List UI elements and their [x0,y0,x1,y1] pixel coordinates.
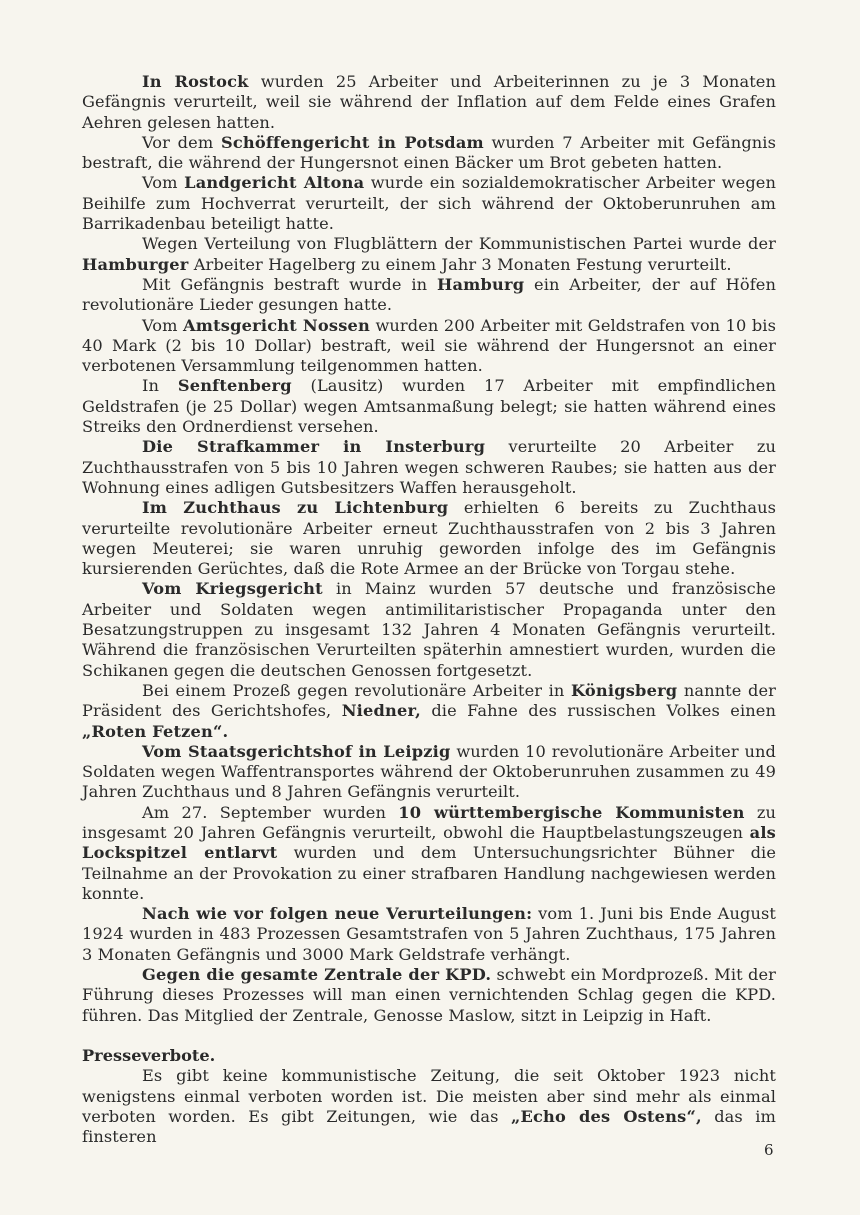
paragraph [82,904,776,965]
paragraph [82,1066,776,1147]
body-text [82,72,776,1026]
emphasis-text: Im Zuchthaus zu Lichtenburg [142,498,449,518]
text-run: die Fahne des russischen Volkes einen [420,701,776,721]
emphasis-text: 10 württembergische Kommunisten [398,802,745,822]
emphasis-text: Schöffengericht in Potsdam [220,132,484,152]
text-run: wurden und dem Untersuchungsrichter Bühner die Teilnahme an der Provokation zu einer strafbaren Handlung nachgewiesen werden konnte. [82,843,776,903]
text-run: verurteilte 20 Arbeiter zu Zuchthausstrafen von 5 bis 10 Jahren wegen schweren Raubes; sie hatten aus der Wohnung eines adligen Gutsbesitzers Waffen herausgeholt. [82,437,776,497]
text-run: nannte der Präsident des Gerichtshofes, [82,680,776,721]
paragraph [82,681,776,742]
text-run: zu insgesamt 20 Jahren Gefängnis verurteilt, obwohl die Hauptbelastungszeugen [82,802,776,842]
page-number: 6 [764,1141,774,1159]
text-run: Vom [142,315,184,335]
text-run: Mit Gefängnis bestraft wurde in [142,274,437,294]
emphasis-text: „Roten Fetzen“. [82,721,229,741]
paragraph [82,803,776,904]
paragraph [82,437,776,498]
emphasis-text: Hamburg [436,274,525,294]
emphasis-text: Königsberg [570,680,678,700]
emphasis-text: Vom Kriegsgericht [142,579,323,599]
text-run: Arbeiter Hagelberg zu einem Jahr 3 Monaten Festung verurteilt. [188,254,732,274]
text-run: In [142,376,178,396]
emphasis-text: Die Strafkammer in Insterburg [142,437,486,457]
emphasis-text: Niedner, [341,701,421,721]
text-run: Bei einem Prozeß gegen revolutionäre Arbeiter in [142,680,571,700]
emphasis-text: als Lockspitzel entlarvt [82,822,776,863]
text-run: (Lausitz) wurden 17 Arbeiter mit empfindlichen Geldstrafen (je 25 Dollar) wegen Amtsanmaßung belegt; sie hatten während eines Streiks den Ordnerdienst versehen. [82,376,776,437]
text-run: Vor dem [142,132,221,152]
text-run: wurde ein sozialdemokratischer Arbeiter wegen Beihilfe zum Hochverrat verurteilt, der sich während der Oktoberunruhen am Barrikadenbau beteiligt hatte. [82,173,776,234]
paragraph [82,498,776,579]
paragraph [82,316,776,377]
emphasis-text: In Rostock [142,72,249,91]
emphasis-text: Hamburger [82,254,189,274]
paragraph [82,965,776,1026]
text-run: wurden 200 Arbeiter mit Geldstrafen von 10 bis 40 Mark (2 bis 10 Dollar) bestraft, weil sie während der Hungersnot an einer verbotenen Versammlung teilgenommen hatten. [82,315,776,376]
paragraph [82,376,776,437]
text-run: Am 27. September wurden [142,802,399,822]
document-page [82,72,776,1147]
paragraph [82,234,776,275]
emphasis-text: Senftenberg [177,376,292,396]
paragraph [82,173,776,234]
text-run: erhielten 6 bereits zu Zuchthaus verurteilte revolutionäre Arbeiter erneut Zuchthausstrafen von 2 bis 3 Jahren wegen Meuterei; sie waren unruhig geworden infolge des im Gefängnis kursierenden Gerüchtes, daß die Rote Armee an der Brücke von Torgau stehe. [82,498,776,579]
emphasis-text: Nach wie vor folgen neue Verurteilungen: [142,904,533,924]
text-run: wurden 7 Arbeiter mit Gefängnis bestraft, die während der Hungersnot einen Bäcker um Brot gebeten hatten. [82,132,776,173]
paragraph [82,742,776,803]
text-run: Vom [142,173,185,193]
text-run: wurden 10 revolutionäre Arbeiter und Soldaten wegen Waffentransportes während der Oktoberunruhen zusammen zu 49 Jahren Zuchthaus und 8 Jahren Gefängnis verurteilt. [82,741,776,802]
paragraph [82,72,776,133]
section-heading: Presseverbote. [82,1045,216,1065]
paragraph [82,275,776,316]
text-run: schwebt ein Mordprozeß. Mit der Führung dieses Prozesses will man einen vernichtenden Schlag gegen die KPD. führen. Das Mitglied der Zentrale, Genosse Maslow, sitzt in Leipzig in Haft. [82,965,776,1025]
text-run: Wegen Verteilung von Flugblättern der Kommunistischen Partei wurde der [142,234,776,254]
text-run: in Mainz wurden 57 deutsche und französische Arbeiter und Soldaten wegen antimilitaristischer Propaganda unter den Besatzungstruppen zu insgesamt 132 Jahren 4 Monaten Gefängnis verurteilt. Während die französischen Verurteilten späterhin amnestiert wurden, wurden die Schikanen gegen die deutschen Genossen fortgesetzt. [82,579,776,680]
text-run: vom 1. Juni bis Ende August 1924 wurden in 483 Prozessen Gesamtstrafen von 5 Jahren Zuchthaus, 175 Jahren 3 Monaten Gefängnis und 3000 Mark Geldstrafe verhängt. [82,904,776,964]
emphasis-text: Landgericht Altona [184,173,365,193]
emphasis-text: Amtsgericht Nossen [183,315,371,335]
paragraph [82,133,776,174]
emphasis-text: Gegen die gesamte Zentrale der KPD. [142,965,492,985]
text-run: ein Arbeiter, der auf Höfen revolutionäre Lieder gesungen hatte. [82,274,776,315]
paragraph [82,579,776,680]
text-run: das im finsteren [82,1106,776,1147]
emphasis-text: Vom Staatsgerichtshof in Leipzig [142,741,451,761]
emphasis-text: „Echo des Ostens“, [510,1106,702,1126]
text-run: wurden 25 Arbeiter und Arbeiterinnen zu je 3 Monaten Gefängnis verurteilt, weil sie während der Inflation auf dem Felde eines Grafen Aehren gelesen hatten. [82,72,777,132]
text-run: Es gibt keine kommunistische Zeitung, die seit Oktober 1923 nicht wenigstens einmal verboten worden ist. Die meisten aber sind mehr als einmal verboten worden. Es gibt Zeitungen, wie das [82,1066,776,1126]
